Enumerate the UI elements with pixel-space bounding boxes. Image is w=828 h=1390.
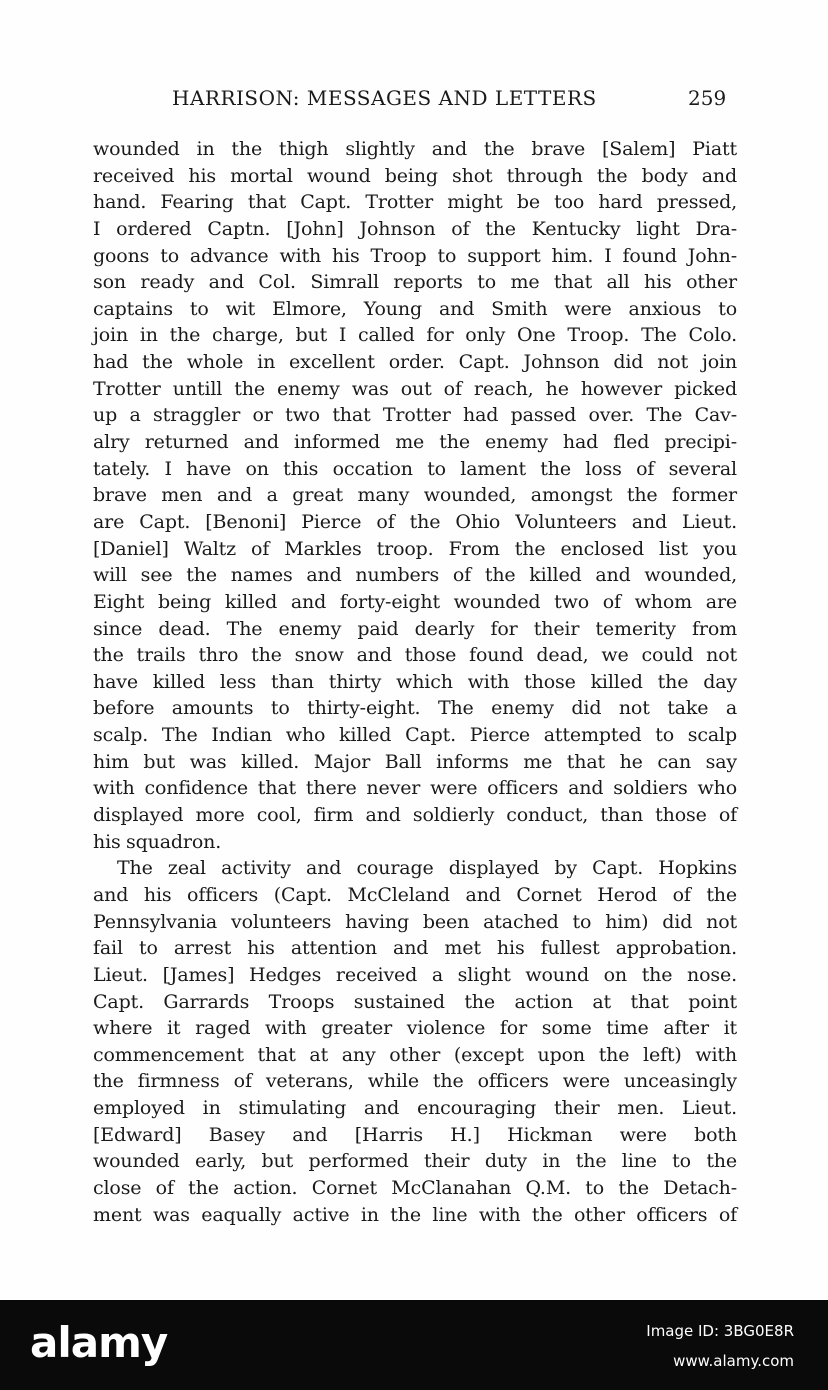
text-line: since dead. The enemy paid dearly for their temerity from [93, 617, 737, 640]
text-line: had the whole in excellent order. Capt. Johnson did not join [93, 351, 737, 374]
text-line: The zeal activity and courage displayed by Capt. Hopkins [117, 857, 737, 880]
text-line: Pennsylvania volunteers having been atached to him) did not [93, 910, 737, 933]
paragraph [93, 855, 737, 1228]
text-line: close of the action. Cornet McClanahan Q.M. to the Detach- [93, 1176, 737, 1199]
text-line: his squadron. [93, 830, 222, 853]
text-line: with confidence that there never were officers and soldiers who [93, 777, 737, 800]
site-url: www.alamy.com [673, 1352, 794, 1370]
text-line: him but was killed. Major Ball informs me that he can say [93, 750, 737, 773]
text-line: commencement that at any other (except upon the left) with [93, 1043, 737, 1066]
text-line: received his mortal wound being shot through the body and [93, 164, 737, 187]
text-line: [Daniel] Waltz of Markles troop. From the enclosed list you [93, 537, 737, 560]
watermark-banner [0, 1300, 828, 1390]
text-line: captains to wit Elmore, Young and Smith were anxious to [93, 297, 737, 320]
text-line: join in the charge, but I called for only One Troop. The Colo. [93, 324, 737, 347]
running-title: HARRISON: MESSAGES AND LETTERS [172, 86, 597, 110]
text-line: alry returned and informed me the enemy had fled precipi- [93, 431, 737, 454]
text-line: son ready and Col. Simrall reports to me that all his other [93, 271, 737, 294]
text-line: wounded in the thigh slightly and the brave [Salem] Piatt [93, 138, 737, 160]
body-text [93, 136, 737, 1228]
text-line: scalp. The Indian who killed Capt. Pierce attempted to scalp [93, 724, 737, 747]
text-line: and his officers (Capt. McCleland and Cornet Herod of the [93, 883, 737, 906]
text-line: where it raged with greater violence for some time after it [93, 1017, 737, 1040]
text-line: Capt. Garrards Troops sustained the action at that point [93, 990, 737, 1013]
text-line: wounded early, but performed their duty in the line to the [93, 1150, 737, 1173]
text-line: the trails thro the snow and those found dead, we could not [93, 644, 737, 667]
text-line: employed in stimulating and encouraging their men. Lieut. [93, 1097, 737, 1120]
paragraph [93, 136, 737, 855]
text-line: Lieut. [James] Hedges received a slight wound on the nose. [93, 963, 737, 986]
alamy-logo: alamy [30, 1318, 168, 1367]
text-line: ment was eaqually active in the line with the other officers of [93, 1203, 737, 1226]
text-line: up a straggler or two that Trotter had passed over. The Cav- [93, 404, 737, 427]
text-line: Eight being killed and forty-eight wounded two of whom are [93, 590, 737, 613]
image-id: Image ID: 3BG0E8R [646, 1322, 794, 1340]
text-line: hand. Fearing that Capt. Trotter might be too hard pressed, [93, 191, 737, 214]
text-line: are Capt. [Benoni] Pierce of the Ohio Volunteers and Lieut. [93, 510, 737, 533]
text-line: [Edward] Basey and [Harris H.] Hickman were both [93, 1123, 737, 1146]
text-line: brave men and a great many wounded, amongst the former [93, 484, 737, 507]
text-line: Trotter untill the enemy was out of reach, he however picked [93, 377, 737, 400]
text-line: tately. I have on this occation to lament the loss of several [93, 457, 737, 480]
text-line: the firmness of veterans, while the officers were unceasingly [93, 1070, 737, 1093]
text-line: fail to arrest his attention and met his fullest approbation. [93, 937, 737, 960]
text-line: goons to advance with his Troop to support him. I found John- [93, 244, 737, 267]
text-line: I ordered Captn. [John] Johnson of the Kentucky light Dra- [93, 217, 737, 240]
page-number: 259 [688, 86, 727, 110]
running-header [0, 86, 828, 116]
text-line: before amounts to thirty-eight. The enemy did not take a [93, 697, 737, 720]
text-line: have killed less than thirty which with those killed the day [93, 670, 737, 693]
text-line: will see the names and numbers of the killed and wounded, [93, 564, 737, 587]
text-line: displayed more cool, firm and soldierly conduct, than those of [93, 804, 737, 827]
